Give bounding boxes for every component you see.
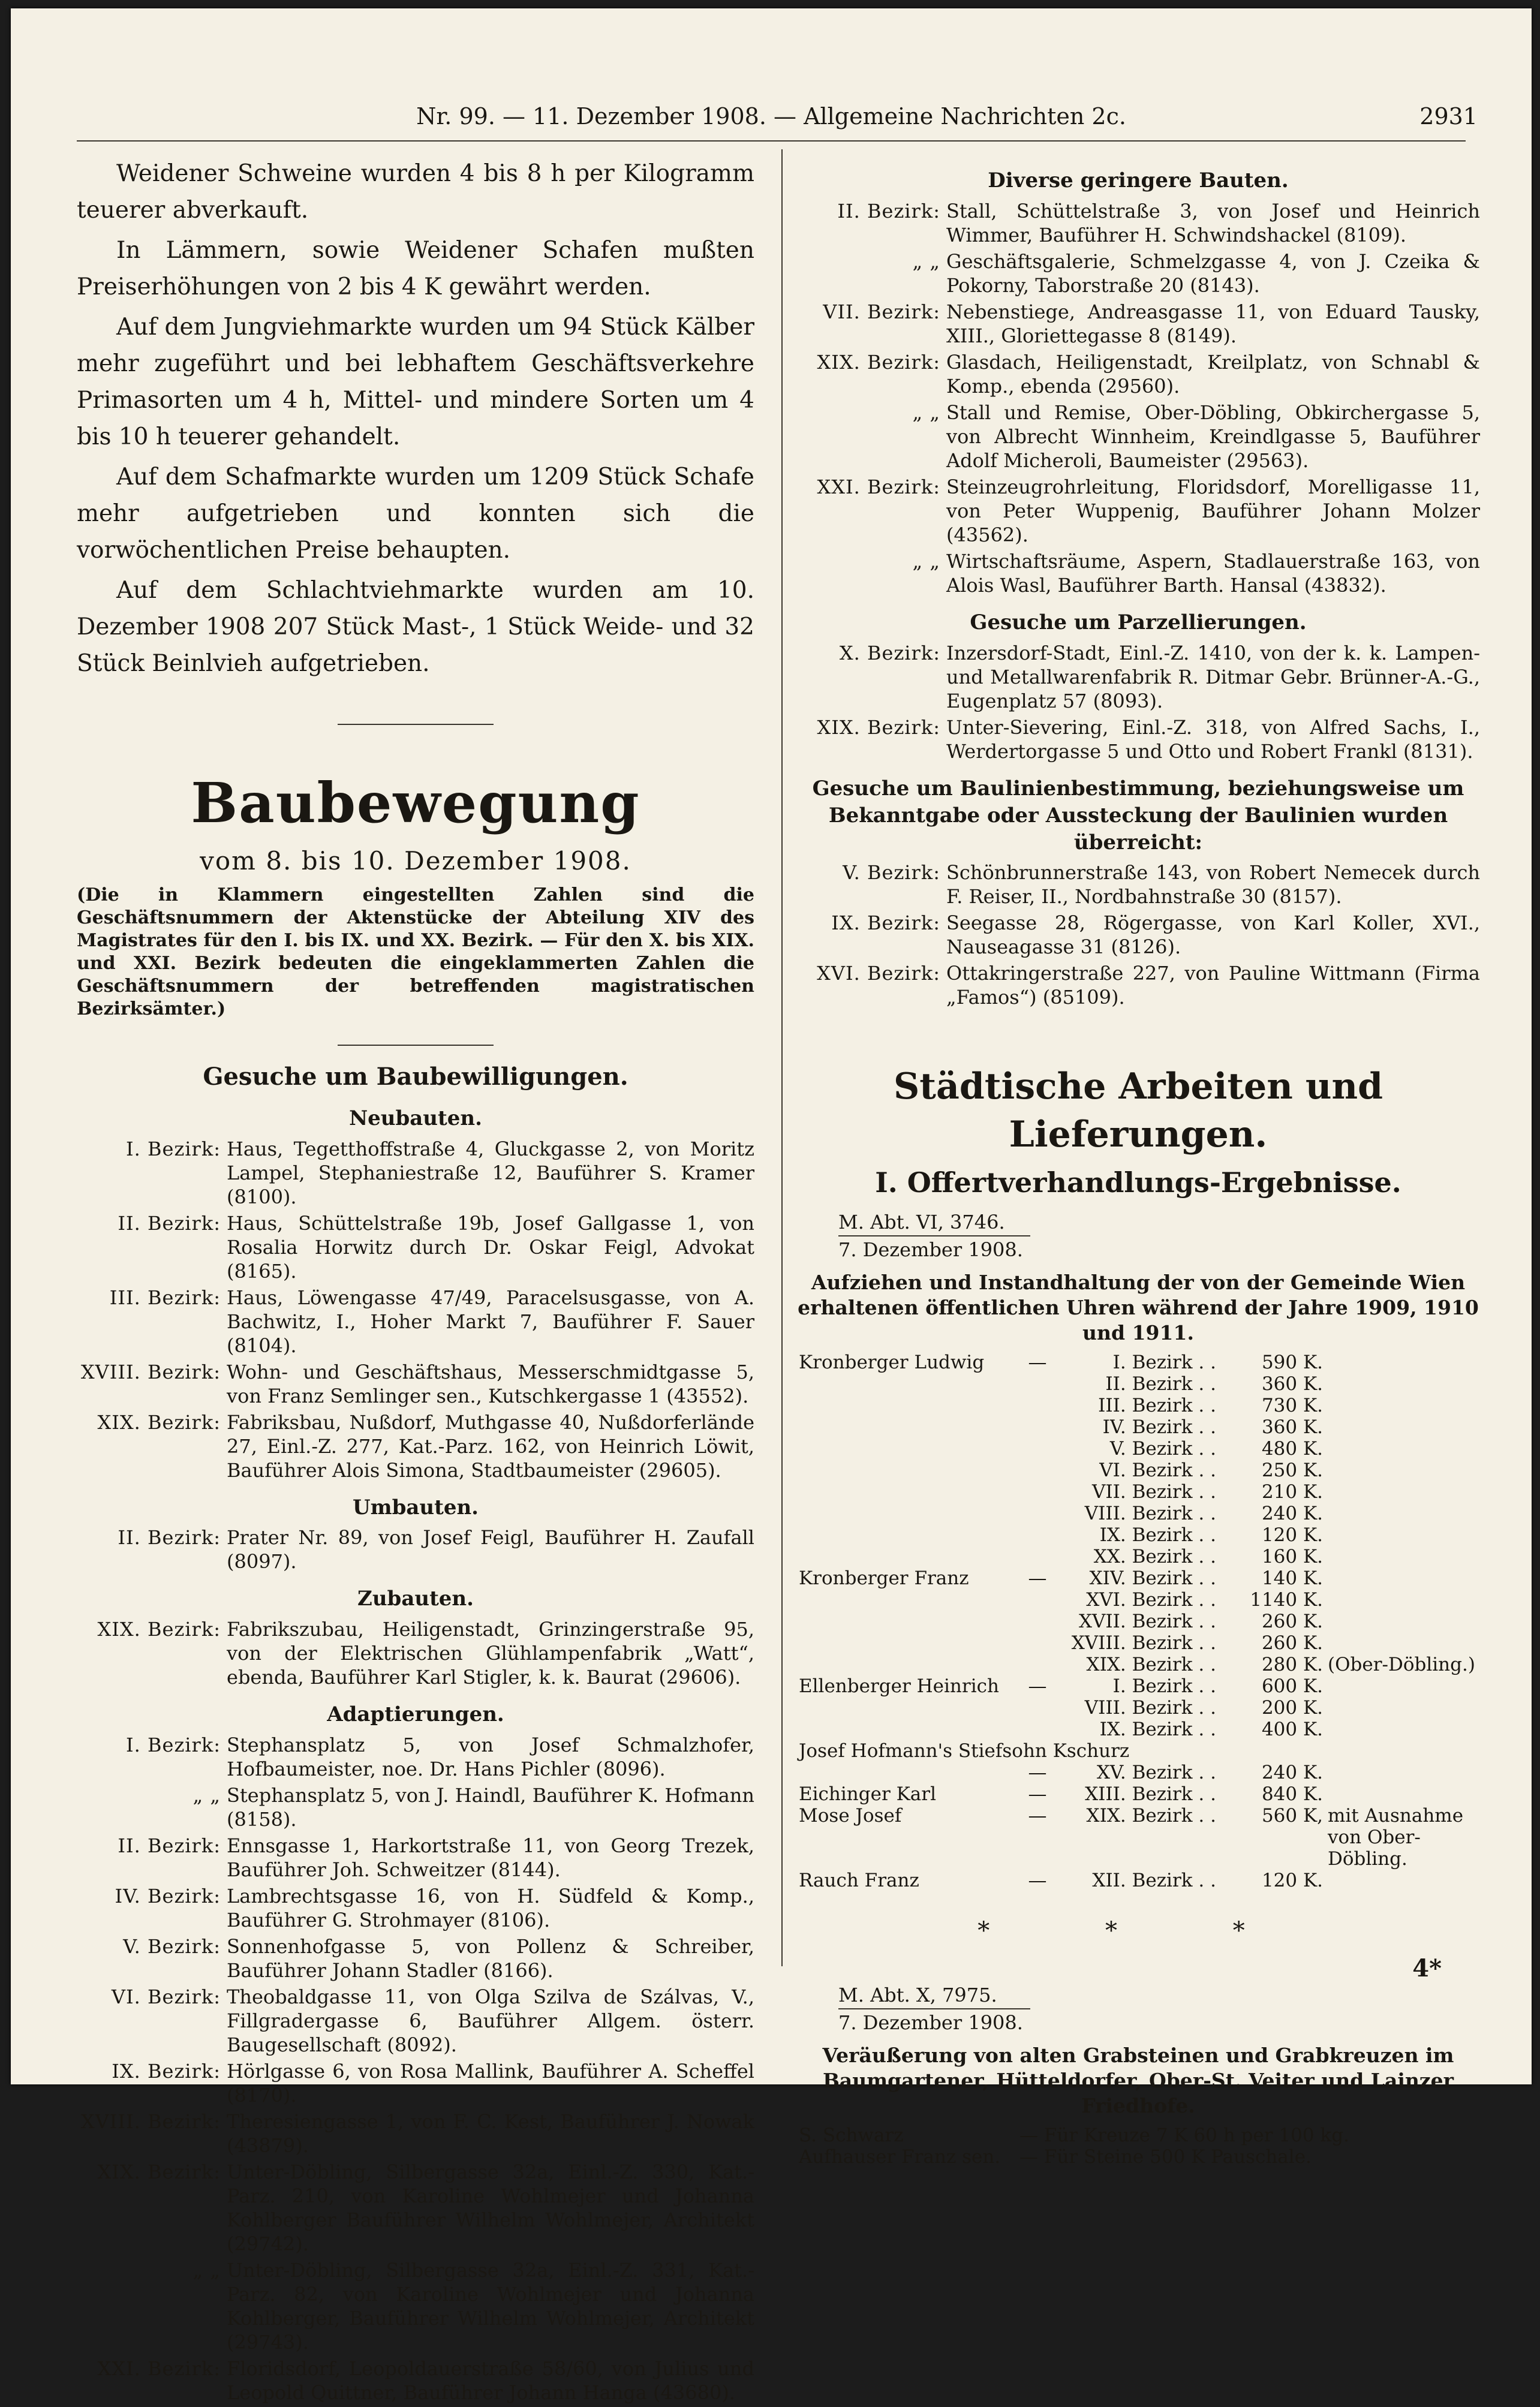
entry-district: XVIII. Bezirk:	[80, 1360, 221, 1383]
entry	[77, 2357, 754, 2405]
entry-district: XIX. Bezirk:	[817, 715, 940, 739]
table-row	[796, 1805, 1480, 1870]
table-row	[796, 1632, 1480, 1654]
dash	[1017, 1460, 1058, 1481]
entry	[77, 2110, 754, 2158]
amount: 480 K.	[1261, 1438, 1323, 1460]
remark: mit Ausnahme von Ober-Döbling.	[1328, 1805, 1464, 1870]
table-row	[796, 1352, 1480, 1373]
entry	[77, 1733, 754, 1781]
entry	[77, 1137, 754, 1209]
entry-text: Prater Nr. 89, von Josef Feigl, Bauführer H. Zaufall (8097).	[227, 1526, 754, 1573]
subsection-title: Gesuche um Baubewilligungen.	[203, 1062, 628, 1091]
entry-district: II. Bezirk:	[118, 1526, 221, 1549]
remark	[1325, 1611, 1480, 1632]
remark	[1325, 1373, 1480, 1395]
group-title: Umbauten.	[352, 1495, 479, 1520]
entry-district: X. Bezirk:	[839, 641, 940, 664]
district: III. Bezirk . .	[1098, 1395, 1216, 1417]
entry	[796, 549, 1480, 597]
bidder-name	[796, 1719, 1017, 1740]
table-row	[796, 1697, 1480, 1719]
buyer-name: S. Schwarz	[799, 2125, 904, 2147]
amount: 160 K.	[1261, 1546, 1323, 1568]
amount: 360 K.	[1261, 1373, 1323, 1395]
group-title: Diverse geringere Bauten.	[988, 169, 1289, 192]
entry-text: Inzersdorf-Stadt, Einl.-Z. 1410, von der k. k. Lampen- und Metallwarenfabrik R. Ditmar Gebr. Brünner-A.-G., Eugenplatz 57 (8093).	[946, 641, 1480, 712]
bidder-name	[796, 1654, 1017, 1675]
tender-results-table	[796, 1352, 1480, 1891]
reference-date: 7. Dezember 1908.	[838, 1238, 1023, 1262]
dash	[1017, 1416, 1058, 1438]
bidder-name	[796, 1416, 1017, 1438]
paragraph: In Lämmern, sowie Weidener Schafen mußten Preiserhöhungen von 2 bis 4 K gewährt werden.	[77, 237, 754, 300]
entry	[77, 1286, 754, 1358]
table-row	[796, 1654, 1480, 1675]
entry	[77, 1834, 754, 1882]
entry-text: Stephansplatz 5, von J. Haindl, Bauführer K. Hofmann (8158).	[227, 1784, 754, 1831]
dash: —	[1028, 1675, 1047, 1698]
amount: 120 K.	[1261, 1524, 1323, 1547]
remark	[1325, 1719, 1480, 1740]
amount: 840 K.	[1261, 1783, 1323, 1806]
remark	[1325, 1697, 1480, 1719]
entry-district: I. Bezirk:	[126, 1137, 221, 1160]
entry-text: Seegasse 28, Rögergasse, von Karl Koller, XVI., Nauseagasse 31 (8126).	[946, 911, 1480, 959]
bidder-name: Josef Hofmann's Stiefsohn Kschurz	[799, 1740, 1130, 1762]
entry-text: Unter-Döbling, Silbergasse 32a, Einl.-Z. 330, Kat.-Parz. 210, von Karoline Wohlmejer und Johanna Kohlberger Bauführer Wilhelm Wohlmejer, Architekt (29742).	[227, 2161, 754, 2256]
dash	[1017, 1438, 1058, 1460]
district: XVII. Bezirk . .	[1078, 1611, 1216, 1633]
bidder-name	[796, 1546, 1017, 1567]
district: VI. Bezirk . .	[1099, 1460, 1216, 1482]
table-row	[796, 1481, 1480, 1503]
entry-district: III. Bezirk:	[109, 1286, 221, 1309]
remark	[1325, 1567, 1480, 1589]
table-row	[796, 1395, 1480, 1416]
bidder-name	[796, 1373, 1017, 1395]
table-row	[796, 1783, 1480, 1805]
district: IV. Bezirk . .	[1102, 1416, 1216, 1439]
header-title: Nr. 99. — 11. Dezember 1908. — Allgemeine Nachrichten 2c.	[416, 103, 1126, 130]
entry-text: Lambrechtsgasse 16, von H. Südfeld & Komp., Bauführer G. Strohmayer (8106).	[227, 1885, 754, 1932]
entry-text: Theobaldgasse 11, von Olga Szilva de Szálvas, V., Fillgradergasse 6, Bauführer Allgem. österr. Baugesellschaft (8092).	[227, 1985, 754, 2057]
group-title: Gesuche um Parzellierungen.	[970, 610, 1307, 634]
bidder-name	[796, 1524, 1017, 1546]
table-row	[796, 1524, 1480, 1546]
district: V. Bezirk . .	[1109, 1438, 1216, 1460]
entry	[77, 1783, 754, 1831]
remark	[1325, 1438, 1480, 1460]
remark	[1325, 1762, 1480, 1783]
bidder-name: Kronberger Ludwig	[799, 1352, 985, 1374]
entry	[796, 475, 1480, 547]
district: IX. Bezirk . .	[1099, 1719, 1216, 1741]
entry-district: II. Bezirk:	[118, 1834, 221, 1858]
entry-text: Ennsgasse 1, Harkortstraße 11, von Georg Trezek, Bauführer Joh. Schweitzer (8144).	[227, 1834, 754, 1882]
right-groups	[796, 167, 1480, 1009]
entry	[796, 249, 1480, 297]
dash	[1017, 1395, 1058, 1416]
paragraph: Auf dem Schafmarkte wurden um 1209 Stück Schafe mehr aufgetrieben und konnten sich die vorwöchentlichen Preise behaupten.	[77, 464, 754, 564]
amount: 120 K.	[1261, 1870, 1323, 1892]
district: XII. Bezirk . .	[1092, 1870, 1216, 1892]
entry	[796, 961, 1480, 1009]
district: VIII. Bezirk . .	[1084, 1503, 1216, 1525]
entry-district: „ „	[912, 549, 940, 573]
left-column	[77, 155, 754, 2407]
table-row	[796, 1740, 1480, 1762]
dash	[1017, 1503, 1058, 1524]
dash: —	[1028, 1567, 1047, 1590]
section-separator	[338, 724, 494, 725]
market-report	[77, 155, 754, 682]
entry-text: Ottakringerstraße 227, von Pauline Wittmann (Firma „Famos“) (85109).	[946, 962, 1480, 1009]
newspaper-page	[11, 8, 1532, 2405]
entry-district: I. Bezirk:	[126, 1734, 221, 1757]
section-note: (Die in Klammern eingestellten Zahlen sind die Geschäftsnummern der Aktenstücke der Abteilung XIV des Magistrates für den I. bis IX. und XX. Bezirk. — Für den X. bis XIX. und XXI. Bezirk bedeuten die eingeklammerten Zahlen die Geschäftsnummern der betreffenden magistratischen Bezirksämter.)	[77, 884, 754, 1019]
dash: —	[1028, 1762, 1047, 1784]
permit-groups	[77, 1105, 754, 2405]
entry	[77, 1934, 754, 1982]
entry	[796, 715, 1480, 763]
amount: 240 K.	[1261, 1762, 1323, 1784]
amount: 730 K.	[1261, 1395, 1323, 1417]
entry-text: Hörlgasse 6, von Rosa Mallink, Bauführer A. Scheffel (8170).	[227, 2060, 754, 2107]
remark	[1325, 1870, 1480, 1891]
district: II. Bezirk . .	[1105, 1373, 1216, 1395]
sale-results-table	[796, 2125, 1480, 2168]
entry-text: Floridsdorf, Leopoldauerstraße 58/60, von Julius und Leopold Quittner, Bauführer Johann Hanga (43680).	[227, 2357, 754, 2405]
bidder-name	[796, 1460, 1017, 1481]
page-number: 2931	[1419, 103, 1478, 130]
entry-text: Stall und Remise, Ober-Döbling, Obkirchergasse 5, von Albrecht Winnheim, Kreindlgasse 5, Bauführer Adolf Micheroli, Baumeister (29563).	[946, 401, 1480, 472]
entry-district: „ „	[192, 1784, 221, 1807]
entry-district: XIX. Bezirk:	[97, 1410, 221, 1434]
amount: 1140 K.	[1250, 1589, 1323, 1611]
dash	[1017, 1654, 1058, 1675]
section-title: Baubewegung	[191, 771, 640, 835]
district: XIX. Bezirk . .	[1086, 1654, 1216, 1676]
paragraph: Auf dem Jungviehmarkte wurden um 94 Stück Kälber mehr zugeführt und bei lebhaftem Geschäftsverkehre Primasorten um 4 h, Mittel- und mindere Sorten um 4 bis 10 h teuerer gehandelt.	[77, 314, 754, 450]
dash: —	[1028, 1783, 1047, 1806]
section-separator	[338, 1045, 494, 1046]
district: XVIII. Bezirk . .	[1071, 1632, 1216, 1654]
section-subtitle: vom 8. bis 10. Dezember 1908.	[200, 846, 631, 876]
offer-text: — Für Steine 500 K Pauschale.	[1019, 2146, 1312, 2168]
bidder-name	[796, 1762, 1017, 1783]
entry	[796, 199, 1480, 247]
group-title: Gesuche um Baulinienbestimmung, beziehungsweise um Bekanntgabe oder Aussteckung der Baulinien wurden überreicht:	[812, 776, 1464, 855]
staedtische-title: Städtische Arbeiten und Lieferungen.	[893, 1066, 1383, 1156]
entry-district: XVIII. Bezirk:	[80, 2110, 221, 2134]
amount: 140 K.	[1261, 1567, 1323, 1590]
entry-district: XXI. Bezirk:	[817, 475, 940, 498]
table-row	[796, 1589, 1480, 1611]
bidder-name	[796, 1438, 1017, 1460]
district: XVI. Bezirk . .	[1086, 1589, 1216, 1611]
entry-district: XVI. Bezirk:	[817, 962, 940, 985]
buyer-name: Aufhauser Franz sen.	[799, 2146, 1001, 2168]
amount: 200 K.	[1261, 1697, 1323, 1719]
table-row	[796, 1503, 1480, 1524]
bidder-name	[796, 1697, 1017, 1719]
entry	[796, 860, 1480, 908]
entry-text: Sonnenhofgasse 5, von Pollenz & Schreiber, Bauführer Johann Stadler (8166).	[227, 1935, 754, 1982]
table-row	[796, 1611, 1480, 1632]
table-row	[796, 1567, 1480, 1589]
remark	[1325, 1783, 1480, 1805]
bidder-name: Eichinger Karl	[799, 1783, 936, 1806]
table-row	[796, 1762, 1480, 1783]
dash	[1017, 1546, 1058, 1567]
entry-text: Stephansplatz 5, von Josef Schmalzhofer, Hofbaumeister, noe. Dr. Hans Pichler (8096).	[227, 1734, 754, 1781]
entry-district: IX. Bezirk:	[112, 2060, 221, 2083]
entry	[77, 1360, 754, 1408]
entry-text: Fabrikszubau, Heiligenstadt, Grinzingerstraße 95, von der Elektrischen Glühlampenfabrik „Watt“, ebenda, Bauführer Karl Stigler, k. k. Baurat (29606).	[227, 1618, 754, 1689]
amount: 400 K.	[1261, 1719, 1323, 1741]
dash: —	[1028, 1870, 1047, 1892]
entry-district: XIX. Bezirk:	[97, 1618, 221, 1641]
entry-district: V. Bezirk:	[123, 1935, 221, 1958]
entry-district: II. Bezirk:	[837, 199, 940, 222]
remark	[1325, 1395, 1480, 1416]
entry	[796, 350, 1480, 398]
table-row	[796, 2125, 1480, 2146]
amount: 600 K.	[1261, 1675, 1323, 1698]
entry-district: VII. Bezirk:	[823, 300, 940, 323]
bidder-name	[796, 1395, 1017, 1416]
remark	[1325, 1632, 1480, 1654]
bidder-name	[796, 1481, 1017, 1503]
entry	[77, 2059, 754, 2107]
dash	[1017, 1373, 1058, 1395]
district: I. Bezirk . .	[1112, 1675, 1216, 1698]
district: VII. Bezirk . .	[1092, 1481, 1216, 1503]
remark	[1325, 1416, 1480, 1438]
entry	[796, 911, 1480, 959]
paragraph: Auf dem Schlachtviehmarkte wurden am 10. Dezember 1908 207 Stück Mast-, 1 Stück Weide- und 32 Stück Beinlvieh aufgetrieben.	[77, 577, 754, 677]
bidder-name	[796, 1503, 1017, 1524]
entry-text: Steinzeugrohrleitung, Floridsdorf, Morelligasse 11, von Peter Wuppenig, Bauführer Johann Molzer (43562).	[946, 475, 1480, 546]
entry	[77, 1884, 754, 1932]
remark	[1325, 1481, 1480, 1503]
remark	[1325, 1675, 1480, 1697]
district: XIX. Bezirk . .	[1086, 1805, 1216, 1827]
entry	[77, 1410, 754, 1482]
entry-text: Glasdach, Heiligenstadt, Kreilplatz, von Schnabl & Komp., ebenda (29560).	[946, 350, 1480, 398]
table-row	[796, 1416, 1480, 1438]
group-title: Zubauten.	[357, 1587, 474, 1611]
bidder-name	[796, 1611, 1017, 1632]
dash	[1017, 1611, 1058, 1632]
entry-district: „ „	[912, 401, 940, 424]
tender-heading: Aufziehen und Instandhaltung der von der Gemeinde Wien erhaltenen öffentlichen Uhren während der Jahre 1909, 1910 und 1911.	[798, 1271, 1479, 1345]
tender-heading: Veräußerung von alten Grabsteinen und Grabkreuzen im Baumgartener, Hütteldorfer, Ober-St. Veiter und Lainzer Friedhofe.	[822, 2044, 1454, 2118]
amount: 210 K.	[1261, 1481, 1323, 1503]
amount: 560 K,	[1261, 1805, 1323, 1827]
entry-text: Unter-Sievering, Einl.-Z. 318, von Alfred Sachs, I., Werdertorgasse 5 und Otto und Robert Frankl (8131).	[946, 715, 1480, 763]
page-header	[77, 98, 1478, 142]
right-column	[796, 155, 1480, 2168]
section-stars: * * *	[977, 1917, 1299, 1945]
entry-district: VI. Bezirk:	[111, 1985, 221, 2009]
entry-text: Geschäftsgalerie, Schmelzgasse 4, von J. Czeika & Pokorny, Taborstraße 20 (8143).	[946, 249, 1480, 297]
remark	[1325, 1460, 1480, 1481]
amount: 260 K.	[1261, 1611, 1323, 1633]
offer-text: — Für Kreuze 7 K 60 h per 100 kg.	[1019, 2125, 1349, 2147]
column-divider	[781, 149, 783, 1966]
district: XX. Bezirk . .	[1093, 1546, 1216, 1568]
dash	[1017, 1481, 1058, 1503]
district: VIII. Bezirk . .	[1084, 1697, 1216, 1719]
entry-district: „ „	[912, 249, 940, 273]
table-row	[796, 1546, 1480, 1567]
table-row	[796, 1870, 1480, 1891]
reference-number: M. Abt. VI, 3746.	[838, 1211, 1005, 1234]
entry-text: Fabriksbau, Nußdorf, Muthgasse 40, Nußdorferlände 27, Einl.-Z. 277, Kat.-Parz. 162, von Heinrich Löwit, Bauführer Alois Simona, Stadtbaumeister (29605).	[227, 1410, 754, 1482]
remark: (Ober-Döbling.)	[1328, 1654, 1475, 1676]
amount: 280 K.	[1261, 1654, 1323, 1676]
group-title: Adaptierungen.	[327, 1702, 504, 1727]
entry-text: Unter-Döbling, Silbergasse 32a, Einl.-Z. 331, Kat.-Parz. 82, von Karoline Wohlmejer und Johanna Kohlberger, Bauführer Wilhelm Wohlmejer, Architekt (29743).	[227, 2259, 754, 2354]
entry-text: Haus, Löwengasse 47/49, Paracelsusgasse, von A. Bachwitz, I., Hoher Markt 7, Bauführer F. Sauer (8104).	[227, 1286, 754, 1357]
table-row	[796, 1675, 1480, 1697]
entry	[77, 1985, 754, 2057]
table-row	[796, 2146, 1480, 2168]
bidder-name: Mose Josef	[799, 1805, 902, 1827]
entry	[77, 2258, 754, 2354]
entry	[796, 641, 1480, 713]
bidder-name	[796, 1632, 1017, 1654]
dash	[1017, 1524, 1058, 1546]
paragraph: Weidener Schweine wurden 4 bis 8 h per Kilogramm teuerer abverkauft.	[77, 160, 754, 224]
district: I. Bezirk . .	[1112, 1352, 1216, 1374]
remark	[1325, 1524, 1480, 1546]
table-row	[796, 1373, 1480, 1395]
dash: —	[1028, 1352, 1047, 1374]
district: IX. Bezirk . .	[1099, 1524, 1216, 1547]
district: XIII. Bezirk . .	[1085, 1783, 1216, 1806]
group-title: Neubauten.	[349, 1106, 482, 1130]
entry	[77, 1617, 754, 1689]
entry	[77, 1526, 754, 1573]
entry-text: Stall, Schüttelstraße 3, von Josef und Heinrich Wimmer, Bauführer H. Schwindshackel (8109).	[946, 199, 1480, 246]
entry-text: Theresiengasse 1, von F. C. Kest, Bauführer J. Nowak (43879).	[227, 2110, 754, 2158]
remark	[1325, 1503, 1480, 1524]
entry-district: XIX. Bezirk:	[97, 2161, 221, 2184]
bidder-name: Ellenberger Heinrich	[799, 1675, 999, 1698]
amount: 260 K.	[1261, 1632, 1323, 1654]
signature-mark: 4*	[1412, 1954, 1442, 1982]
entry-text: Wirtschaftsräume, Aspern, Stadlauerstraße 163, von Alois Wasl, Bauführer Barth. Hansal (43832).	[946, 549, 1480, 597]
dash	[1017, 1632, 1058, 1654]
entry-district: V. Bezirk:	[843, 861, 940, 884]
reference-rule	[838, 2008, 1030, 2009]
entry-district: IV. Bezirk:	[115, 1885, 221, 1908]
entry-district: XXI. Bezirk:	[97, 2357, 221, 2381]
staedtische-subtitle: I. Offertverhandlungs-Ergebnisse.	[875, 1166, 1401, 1199]
entry-district: IX. Bezirk:	[831, 911, 940, 935]
bidder-name	[796, 1589, 1017, 1611]
amount: 250 K.	[1261, 1460, 1323, 1482]
remark	[1325, 1589, 1480, 1611]
table-row	[796, 1438, 1480, 1460]
entry	[796, 300, 1480, 348]
entry-text: Haus, Tegetthoffstraße 4, Gluckgasse 2, von Moritz Lampel, Stephaniestraße 12, Bauführer S. Kramer (8100).	[227, 1137, 754, 1208]
table-row	[796, 1719, 1480, 1740]
entry	[77, 1211, 754, 1283]
dash	[1017, 1697, 1058, 1719]
reference-rule	[838, 1235, 1030, 1236]
dash	[1017, 1589, 1058, 1611]
entry-district: XIX. Bezirk:	[817, 350, 940, 374]
bidder-name: Kronberger Franz	[799, 1567, 969, 1590]
entry-text: Nebenstiege, Andreasgasse 11, von Eduard Tausky, XIII., Gloriettegasse 8 (8149).	[946, 300, 1480, 347]
remark	[1325, 1546, 1480, 1567]
reference-date: 7. Dezember 1908.	[838, 2011, 1023, 2035]
bidder-name: Rauch Franz	[799, 1870, 919, 1892]
reference-number: M. Abt. X, 7975.	[838, 1984, 997, 2007]
dash: —	[1028, 1805, 1047, 1827]
amount: 240 K.	[1261, 1503, 1323, 1525]
entry-text: Schönbrunnerstraße 143, von Robert Nemecek durch F. Reiser, II., Nordbahnstraße 30 (8157).	[946, 861, 1480, 908]
remark	[1325, 1352, 1480, 1373]
district: XV. Bezirk . .	[1096, 1762, 1216, 1784]
dash	[1017, 1719, 1058, 1740]
entry	[77, 2160, 754, 2256]
table-row	[796, 1460, 1480, 1481]
entry-text: Wohn- und Geschäftshaus, Messerschmidtgasse 5, von Franz Semlinger sen., Kutschkergasse 1 (43552).	[227, 1360, 754, 1407]
entry-text: Haus, Schüttelstraße 19b, Josef Gallgasse 1, von Rosalia Horwitz durch Dr. Oskar Feigl, Advokat (8165).	[227, 1211, 754, 1283]
district: XIV. Bezirk . .	[1089, 1567, 1216, 1590]
amount: 360 K.	[1261, 1416, 1323, 1439]
entry-district: „ „	[192, 2259, 221, 2282]
entry-district: II. Bezirk:	[118, 1211, 221, 1235]
entry	[796, 401, 1480, 473]
amount: 590 K.	[1261, 1352, 1323, 1374]
